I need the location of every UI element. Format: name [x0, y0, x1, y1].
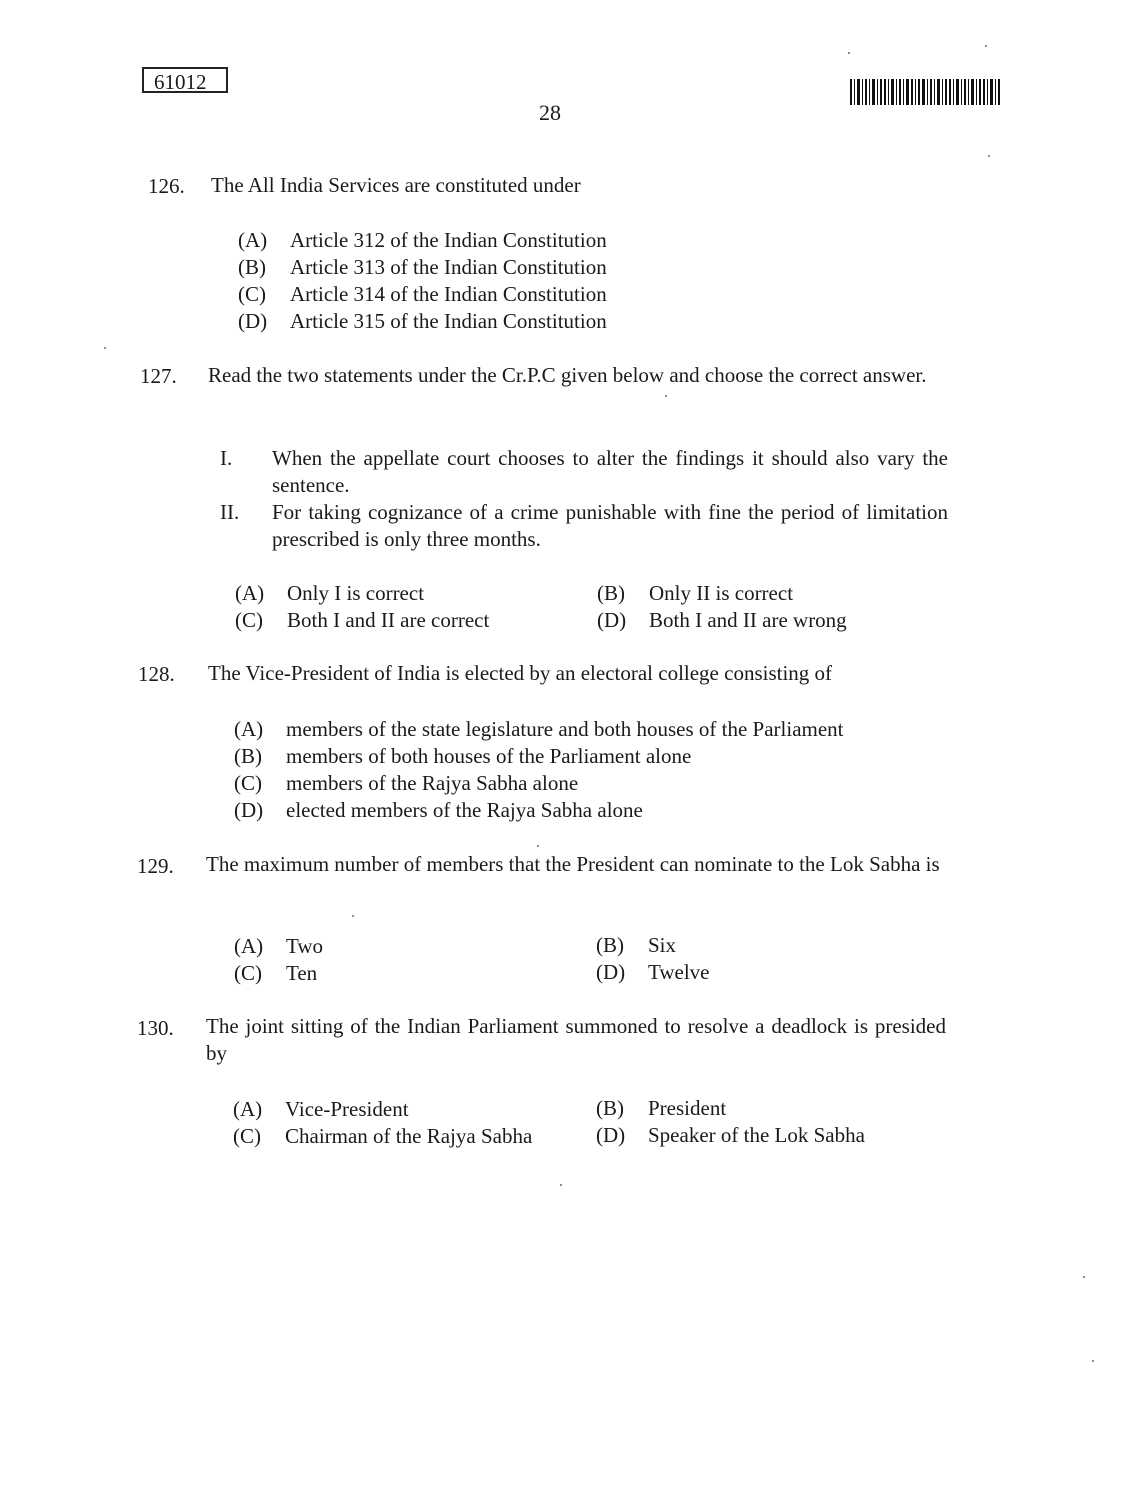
option-a — [234, 716, 844, 743]
option-label: (A) — [234, 934, 264, 958]
scan-speck — [560, 1184, 562, 1186]
option-b — [596, 1095, 726, 1122]
option-text: President — [648, 1096, 727, 1120]
statement-1 — [220, 445, 950, 501]
option-d — [596, 1122, 865, 1149]
option-c — [238, 281, 607, 308]
option-a — [233, 1096, 409, 1123]
option-text: Six — [648, 933, 677, 957]
option-label: (C) — [235, 608, 263, 632]
statement-text: When the appellate court chooses to alter the findings it should also vary the sentence. — [272, 446, 948, 497]
option-text: Vice-President — [285, 1097, 409, 1121]
option-label: (B) — [596, 1096, 624, 1120]
option-text: Only II is correct — [649, 581, 794, 605]
option-label: (D) — [238, 309, 268, 333]
option-d — [234, 797, 643, 824]
question-number: 128. — [138, 662, 175, 686]
option-label: (B) — [238, 255, 266, 279]
question-number: 127. — [140, 364, 177, 388]
option-text: elected members of the Rajya Sabha alone — [286, 798, 643, 822]
option-label: (D) — [597, 608, 627, 632]
option-d — [238, 308, 607, 335]
option-text: Chairman of the Rajya Sabha — [285, 1124, 533, 1148]
option-text: Article 312 of the Indian Constitution — [290, 228, 607, 252]
scan-speck — [985, 45, 987, 47]
option-text: members of both houses of the Parliament alone — [286, 744, 692, 768]
option-text: Twelve — [648, 960, 710, 984]
paper-code: 61012 — [142, 67, 228, 93]
statement-text: For taking cognizance of a crime punishable with fine the period of limitation prescribed is only three months. — [272, 500, 948, 551]
option-text: Only I is correct — [287, 581, 425, 605]
option-label: (C) — [234, 771, 262, 795]
option-text: Two — [286, 934, 324, 958]
option-label: (D) — [234, 798, 264, 822]
option-label: (C) — [234, 961, 262, 985]
option-a — [235, 580, 424, 607]
option-c — [234, 770, 578, 797]
option-label: (C) — [233, 1124, 261, 1148]
option-a — [238, 227, 607, 254]
scan-speck — [1092, 1360, 1094, 1362]
option-label: (B) — [597, 581, 625, 605]
option-text: Both I and II are wrong — [649, 608, 847, 632]
option-a — [234, 933, 323, 960]
question-text: The maximum number of members that the President can nominate to the Lok Sabha is — [206, 852, 940, 876]
option-text: Article 313 of the Indian Constitution — [290, 255, 607, 279]
option-label: (C) — [238, 282, 266, 306]
question-text: Read the two statements under the Cr.P.C given below and choose the correct answer. — [208, 363, 927, 387]
option-d — [597, 607, 847, 634]
scan-speck — [665, 395, 667, 397]
option-label: (A) — [235, 581, 265, 605]
option-b — [596, 932, 676, 959]
option-label: (B) — [234, 744, 262, 768]
option-text: Article 314 of the Indian Constitution — [290, 282, 607, 306]
option-b — [597, 580, 793, 607]
option-d — [596, 959, 710, 986]
option-c — [233, 1123, 532, 1150]
option-text: Speaker of the Lok Sabha — [648, 1123, 865, 1147]
question-number: 130. — [137, 1016, 174, 1040]
option-label: (B) — [596, 933, 624, 957]
barcode — [850, 79, 1000, 105]
option-text: members of the Rajya Sabha alone — [286, 771, 579, 795]
option-text: Ten — [286, 961, 318, 985]
scan-speck — [104, 347, 106, 349]
question-number: 129. — [137, 854, 174, 878]
question-number: 126. — [148, 174, 185, 198]
page-number: 28 — [539, 100, 561, 125]
statement-numeral: II. — [220, 500, 240, 524]
scan-speck — [537, 845, 539, 847]
option-text: Article 315 of the Indian Constitution — [290, 309, 607, 333]
scan-speck — [352, 915, 354, 917]
option-text: members of the state legislature and both houses of the Parliament — [286, 717, 844, 741]
scan-speck — [1083, 1276, 1085, 1278]
question-text: The joint sitting of the Indian Parliament summoned to resolve a deadlock is presided by — [206, 1014, 946, 1065]
scan-speck — [988, 155, 990, 157]
question-text: The Vice-President of India is elected by an electoral college consisting of — [208, 661, 833, 685]
statement-numeral: I. — [220, 446, 233, 470]
statement-2 — [220, 499, 950, 555]
option-c — [234, 960, 317, 987]
scan-speck — [848, 52, 850, 54]
question-text: The All India Services are constituted under — [211, 173, 581, 197]
option-b — [234, 743, 691, 770]
option-label: (A) — [233, 1097, 263, 1121]
option-label: (A) — [238, 228, 268, 252]
option-c — [235, 607, 489, 634]
option-label: (D) — [596, 960, 626, 984]
option-label: (A) — [234, 717, 264, 741]
option-label: (D) — [596, 1123, 626, 1147]
option-text: Both I and II are correct — [287, 608, 490, 632]
option-b — [238, 254, 607, 281]
